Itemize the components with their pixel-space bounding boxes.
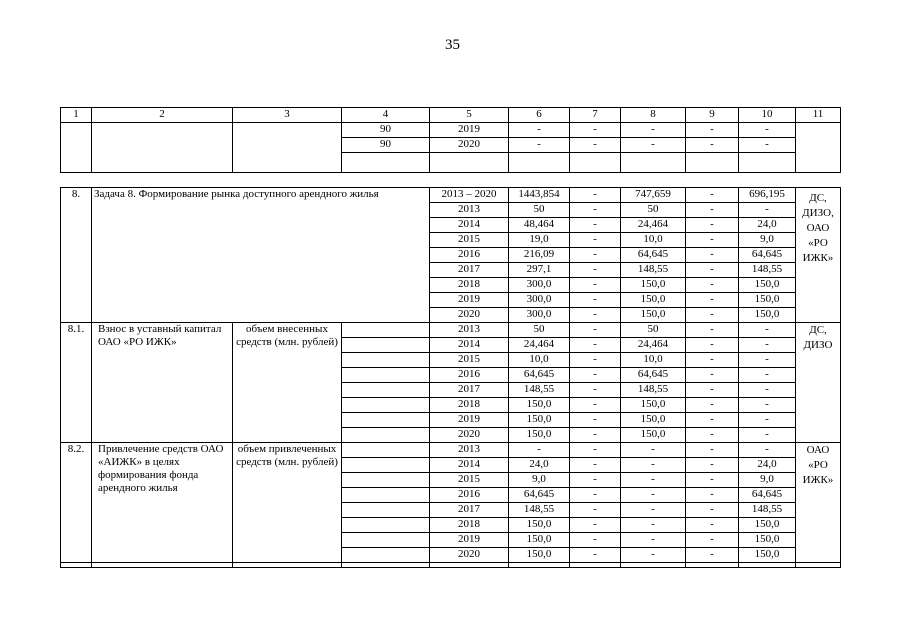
value-cell: - [686, 138, 739, 153]
empty-cell [342, 323, 430, 338]
value-cell: 148,55 [509, 503, 570, 518]
value-cell: - [570, 398, 621, 413]
empty-cell [342, 353, 430, 368]
value-cell: - [686, 123, 739, 138]
year-cell: 2013 [430, 323, 509, 338]
value-cell: - [570, 338, 621, 353]
value-cell: 150,0 [509, 533, 570, 548]
value-cell: 150,0 [739, 518, 796, 533]
task-title-cell: Задача 8. Формирование рынка доступного арендного жилья [92, 188, 430, 323]
year-cell: 2019 [430, 293, 509, 308]
year-cell: 2019 [430, 533, 509, 548]
value-cell: - [570, 293, 621, 308]
empty-cell [509, 153, 570, 173]
header-cell: 9 [686, 108, 739, 123]
value-cell: - [739, 323, 796, 338]
empty-cell [796, 563, 841, 568]
value-cell: 297,1 [509, 263, 570, 278]
value-cell: - [570, 203, 621, 218]
value-cell: 148,55 [621, 263, 686, 278]
value-cell: 150,0 [621, 413, 686, 428]
empty-cell [509, 563, 570, 568]
value-cell: 150,0 [739, 548, 796, 563]
empty-cell [61, 123, 92, 173]
value-cell: - [570, 323, 621, 338]
value-cell: - [739, 338, 796, 353]
value-cell: - [621, 138, 686, 153]
value-cell: 19,0 [509, 233, 570, 248]
value-cell: - [739, 123, 796, 138]
value-cell: - [686, 203, 739, 218]
value-cell: - [686, 518, 739, 533]
value-cell: - [686, 503, 739, 518]
indicator-cell: объем внесенных средств (млн. рублей) [233, 323, 342, 443]
value-cell: - [686, 293, 739, 308]
empty-cell [92, 123, 233, 173]
value-cell: - [570, 263, 621, 278]
value-cell: - [686, 233, 739, 248]
value-cell: - [570, 368, 621, 383]
value-cell: 50 [509, 323, 570, 338]
value-cell: - [570, 503, 621, 518]
value-cell: - [686, 533, 739, 548]
value-cell: - [739, 368, 796, 383]
empty-cell [621, 153, 686, 173]
year-cell: 2020 [430, 428, 509, 443]
header-row [61, 108, 841, 123]
value-cell: 64,645 [739, 248, 796, 263]
value-cell: - [621, 503, 686, 518]
value-cell: - [686, 548, 739, 563]
year-cell: 2019 [430, 413, 509, 428]
year-cell: 2020 [430, 138, 509, 153]
year-cell: 2013 [430, 203, 509, 218]
year-cell: 2019 [430, 123, 509, 138]
value-cell: 150,0 [621, 278, 686, 293]
year-cell: 2015 [430, 473, 509, 488]
empty-cell [61, 563, 92, 568]
value-cell: - [570, 248, 621, 263]
value-cell: - [686, 218, 739, 233]
header-cell: 7 [570, 108, 621, 123]
value-cell: 9,0 [509, 473, 570, 488]
value-cell: 148,55 [509, 383, 570, 398]
year-cell: 2015 [430, 233, 509, 248]
year-cell: 2014 [430, 218, 509, 233]
year-cell: 2017 [430, 503, 509, 518]
value-cell: - [570, 548, 621, 563]
empty-cell [739, 563, 796, 568]
empty-cell [342, 518, 430, 533]
value-cell: - [570, 413, 621, 428]
table-row [61, 323, 841, 338]
year-cell: 2018 [430, 278, 509, 293]
spacer-row [61, 563, 841, 568]
value-cell: - [686, 473, 739, 488]
value-cell: 216,09 [509, 248, 570, 263]
value-cell: 48,464 [509, 218, 570, 233]
task-number-cell: 8. [61, 188, 92, 323]
value-cell: 150,0 [739, 293, 796, 308]
year-cell: 2018 [430, 518, 509, 533]
header-cell: 4 [342, 108, 430, 123]
value-cell: - [739, 138, 796, 153]
value-cell: 148,55 [739, 503, 796, 518]
value-cell: - [686, 308, 739, 323]
value-cell: - [570, 218, 621, 233]
value-cell: - [570, 138, 621, 153]
value-cell: - [570, 353, 621, 368]
value-cell: - [686, 263, 739, 278]
value-cell: - [621, 123, 686, 138]
empty-cell [342, 413, 430, 428]
item-name-cell: Привлечение средств ОАО «АИЖК» в целях формирования фонда арендного жилья [92, 443, 233, 563]
empty-cell [686, 563, 739, 568]
value-cell: - [686, 488, 739, 503]
value-cell: 24,0 [739, 218, 796, 233]
value-cell: 9,0 [739, 473, 796, 488]
value-cell: 9,0 [739, 233, 796, 248]
value-cell: 150,0 [621, 428, 686, 443]
empty-cell [430, 563, 509, 568]
value-cell: - [570, 123, 621, 138]
empty-cell [92, 563, 233, 568]
empty-cell [342, 473, 430, 488]
header-cell: 5 [430, 108, 509, 123]
year-cell: 2014 [430, 458, 509, 473]
value-cell: 64,645 [739, 488, 796, 503]
empty-cell [342, 563, 430, 568]
value-cell: 24,464 [509, 338, 570, 353]
empty-cell [342, 503, 430, 518]
header-cell: 3 [233, 108, 342, 123]
year-cell: 2015 [430, 353, 509, 368]
value-cell: - [570, 488, 621, 503]
value-cell: - [739, 203, 796, 218]
value-cell: 148,55 [621, 383, 686, 398]
empty-cell [233, 563, 342, 568]
year-cell: 2016 [430, 248, 509, 263]
empty-cell [570, 153, 621, 173]
empty-cell [621, 563, 686, 568]
value-cell: - [686, 443, 739, 458]
value-cell: - [509, 123, 570, 138]
value-cell: - [739, 398, 796, 413]
value-cell: - [621, 518, 686, 533]
value-cell: - [509, 443, 570, 458]
value-cell: - [509, 138, 570, 153]
value-cell: - [570, 188, 621, 203]
empty-cell [342, 368, 430, 383]
empty-cell [342, 458, 430, 473]
value-cell: - [621, 488, 686, 503]
value-cell: - [686, 398, 739, 413]
value-cell: - [570, 428, 621, 443]
value-cell: 10,0 [621, 233, 686, 248]
value-cell: - [739, 353, 796, 368]
value-cell: - [686, 413, 739, 428]
value-cell: - [570, 308, 621, 323]
header-cell: 10 [739, 108, 796, 123]
value-cell: - [570, 518, 621, 533]
header-cell: 8 [621, 108, 686, 123]
executor-cell: ДС, ДИЗО [796, 323, 841, 443]
value-cell: - [570, 443, 621, 458]
value-cell: 24,0 [739, 458, 796, 473]
value-cell: - [686, 368, 739, 383]
value-cell: 10,0 [621, 353, 686, 368]
header-cell: 6 [509, 108, 570, 123]
table-row [61, 123, 841, 138]
value-cell: 150,0 [621, 293, 686, 308]
value-cell: 24,464 [621, 218, 686, 233]
value-cell: 148,55 [739, 263, 796, 278]
value-cell: - [570, 383, 621, 398]
table-row [61, 443, 841, 458]
value-cell: 64,645 [621, 248, 686, 263]
empty-cell [430, 153, 509, 173]
value-cell: 50 [621, 323, 686, 338]
value-cell: - [621, 458, 686, 473]
empty-cell [342, 488, 430, 503]
value-cell: 50 [509, 203, 570, 218]
empty-cell [342, 153, 430, 173]
program-table [60, 107, 841, 568]
year-cell: 2013 – 2020 [430, 188, 509, 203]
empty-cell [570, 563, 621, 568]
value-cell: 1443,854 [509, 188, 570, 203]
value-cell: - [621, 473, 686, 488]
value-cell: - [686, 248, 739, 263]
empty-cell [61, 173, 841, 188]
value-cell: - [686, 338, 739, 353]
empty-cell [739, 153, 796, 173]
value-cell: - [686, 428, 739, 443]
value-cell: - [739, 428, 796, 443]
value-cell: - [570, 278, 621, 293]
empty-cell [686, 153, 739, 173]
value-cell: 150,0 [739, 278, 796, 293]
header-cell: 1 [61, 108, 92, 123]
value-cell: 150,0 [509, 428, 570, 443]
value-cell: 696,195 [739, 188, 796, 203]
value-cell: - [570, 458, 621, 473]
value-cell: 150,0 [509, 398, 570, 413]
header-cell: 11 [796, 108, 841, 123]
value-cell: - [739, 383, 796, 398]
year-cell: 2014 [430, 338, 509, 353]
value-cell: 64,645 [509, 368, 570, 383]
value-cell: - [686, 458, 739, 473]
value-cell: 150,0 [621, 308, 686, 323]
value-cell: - [570, 533, 621, 548]
empty-cell [342, 383, 430, 398]
value-cell: 300,0 [509, 293, 570, 308]
value-cell: - [686, 278, 739, 293]
year-cell: 2020 [430, 308, 509, 323]
value-cell: 150,0 [739, 533, 796, 548]
value-cell: 747,659 [621, 188, 686, 203]
value-cell: - [686, 353, 739, 368]
empty-cell [342, 338, 430, 353]
indicator-cell: объем привлеченных средств (млн. рублей) [233, 443, 342, 563]
item-number-cell: 8.1. [61, 323, 92, 443]
value-cell: 50 [621, 203, 686, 218]
value-cell: 90 [342, 123, 430, 138]
year-cell: 2013 [430, 443, 509, 458]
item-number-cell: 8.2. [61, 443, 92, 563]
value-cell: 150,0 [509, 548, 570, 563]
year-cell: 2016 [430, 368, 509, 383]
year-cell: 2017 [430, 383, 509, 398]
year-cell: 2018 [430, 398, 509, 413]
table-row [61, 188, 841, 203]
empty-cell [796, 123, 841, 173]
executor-cell: ОАО «РО ИЖК» [796, 443, 841, 563]
empty-cell [342, 398, 430, 413]
value-cell: - [686, 188, 739, 203]
spacer-row [61, 173, 841, 188]
value-cell: - [621, 443, 686, 458]
header-cell: 2 [92, 108, 233, 123]
value-cell: - [739, 443, 796, 458]
value-cell: - [570, 473, 621, 488]
item-name-cell: Взнос в уставный капитал ОАО «РО ИЖК» [92, 323, 233, 443]
value-cell: 300,0 [509, 278, 570, 293]
value-cell: 24,464 [621, 338, 686, 353]
page-number: 35 [445, 37, 460, 53]
empty-cell [342, 443, 430, 458]
value-cell: 10,0 [509, 353, 570, 368]
empty-cell [233, 123, 342, 173]
year-cell: 2020 [430, 548, 509, 563]
value-cell: 90 [342, 138, 430, 153]
year-cell: 2016 [430, 488, 509, 503]
empty-cell [342, 428, 430, 443]
value-cell: - [739, 413, 796, 428]
value-cell: - [686, 323, 739, 338]
year-cell: 2017 [430, 263, 509, 278]
value-cell: 300,0 [509, 308, 570, 323]
value-cell: 64,645 [509, 488, 570, 503]
value-cell: 150,0 [509, 413, 570, 428]
value-cell: 150,0 [621, 398, 686, 413]
value-cell: - [570, 233, 621, 248]
value-cell: - [621, 548, 686, 563]
empty-cell [342, 548, 430, 563]
value-cell: 150,0 [509, 518, 570, 533]
value-cell: - [621, 533, 686, 548]
value-cell: 64,645 [621, 368, 686, 383]
value-cell: - [686, 383, 739, 398]
empty-cell [342, 533, 430, 548]
value-cell: 24,0 [509, 458, 570, 473]
value-cell: 150,0 [739, 308, 796, 323]
executor-cell: ДС, ДИЗО, ОАО «РО ИЖК» [796, 188, 841, 323]
